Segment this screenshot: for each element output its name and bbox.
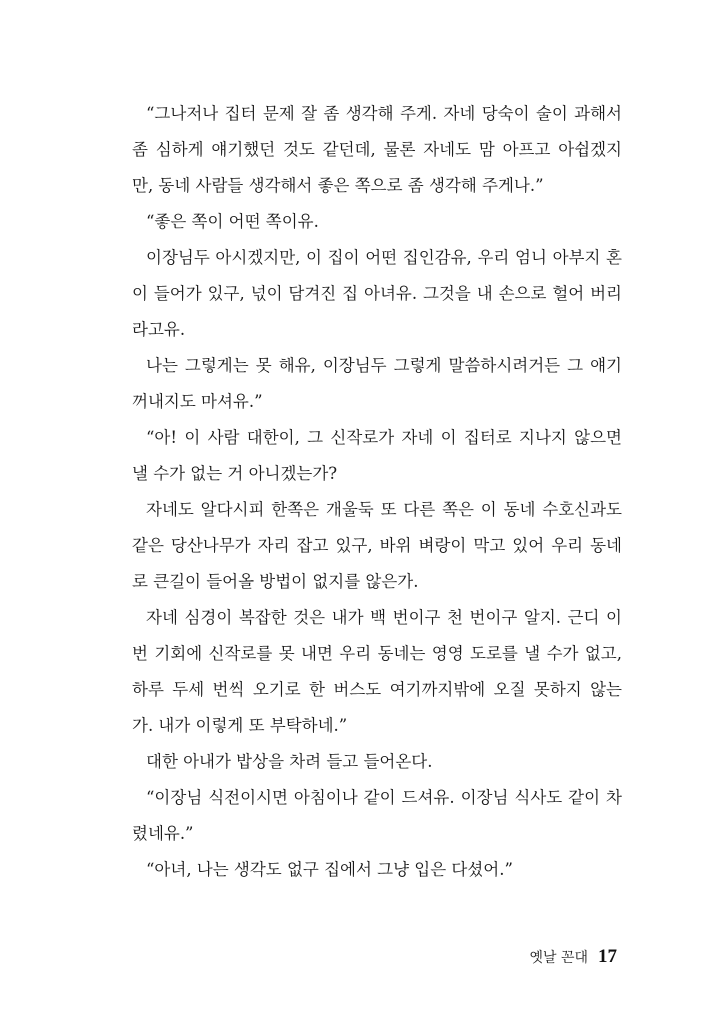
text-line: 가. 내가 이렇게 또 부탁하네.”: [132, 716, 348, 735]
text-line: 자네 심경이 복잡한 것은 내가 백 번이구 천 번이구 알지. 근디 이: [146, 608, 622, 627]
text-line: 만, 동네 사람들 생각해서 좋은 쪽으로 좀 생각해 주게나.”: [132, 176, 544, 195]
text-line: “아녀, 나는 생각도 없구 집에서 그냥 입은 다셨어.”: [146, 860, 513, 879]
page-number: 17: [598, 946, 617, 967]
text-line: “아! 이 사람 대한이, 그 신작로가 자네 이 집터로 지나지 않으면: [146, 428, 622, 447]
page-footer: [529, 946, 617, 974]
text-line: “좋은 쪽이 어떤 쪽이유.: [146, 212, 319, 231]
text-line: 이 들어가 있구, 넋이 담겨진 집 아녀유. 그것을 내 손으로 헐어 버리: [132, 284, 622, 303]
text-line: 번 기회에 신작로를 못 내면 우리 동네는 영영 도로를 낼 수가 없고,: [132, 644, 622, 663]
text-line: 하루 두세 번씩 오기로 한 버스도 여기까지밖에 오질 못하지 않는: [132, 680, 622, 699]
text-line: 꺼내지도 마셔유.”: [132, 392, 263, 411]
text-line: 라고유.: [132, 320, 186, 339]
text-line: 낼 수가 없는 거 아니겠는가?: [132, 464, 338, 483]
text-line: 자네도 알다시피 한쪽은 개울둑 또 다른 쪽은 이 동네 수호신과도: [146, 500, 622, 519]
text-line: 대한 아내가 밥상을 차려 들고 들어온다.: [146, 752, 433, 771]
text-line: 이장님두 아시겠지만, 이 집이 어떤 집인감유, 우리 엄니 아부지 혼: [146, 248, 622, 267]
text-line: 좀 심하게 얘기했던 것도 같던데, 물론 자네도 맘 아프고 아쉽겠지: [132, 140, 622, 159]
text-line: “이장님 식전이시면 아침이나 같이 드셔유. 이장님 식사도 같이 차: [146, 788, 622, 807]
text-line: 나는 그렇게는 못 해유, 이장님두 그렇게 말씀하시려거든 그 얘기: [146, 356, 622, 375]
text-line: 렸네유.”: [132, 824, 194, 843]
text-line: 로 큰길이 들어올 방법이 없지를 않은가.: [132, 572, 419, 591]
running-title: 옛날 꼰대: [529, 950, 588, 966]
text-line: “그나저나 집터 문제 잘 좀 생각해 주게. 자네 당숙이 술이 과해서: [146, 104, 622, 123]
text-line: 같은 당산나무가 자리 잡고 있구, 바위 벼랑이 막고 있어 우리 동네: [132, 536, 622, 555]
